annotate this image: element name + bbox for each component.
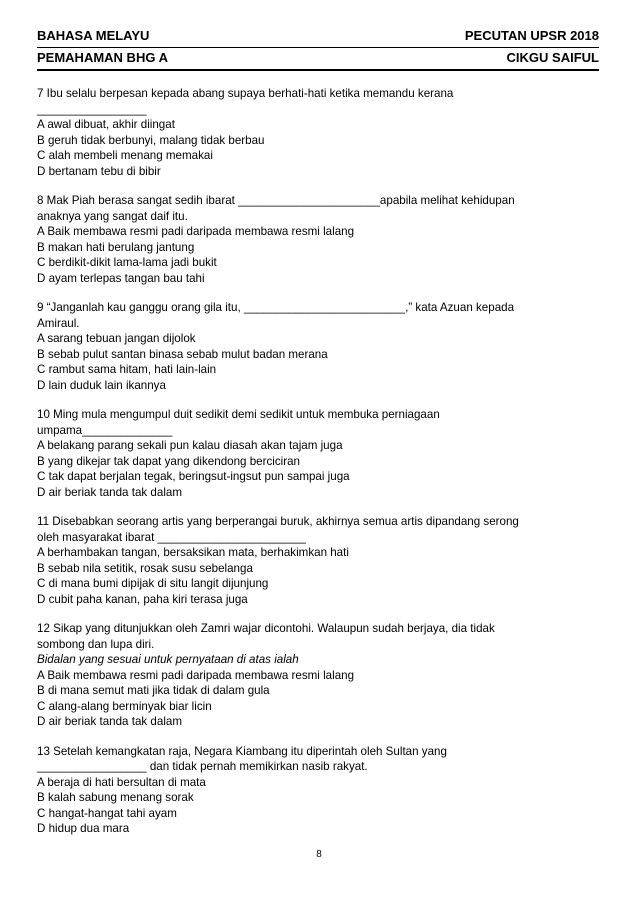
answer-option: C hangat-hangat tahi ayam xyxy=(37,806,177,820)
question-block xyxy=(37,193,602,286)
author-name: CIKGU SAIFUL xyxy=(506,50,599,65)
answer-option: B yang dikejar tak dapat yang dikendong berciciran xyxy=(37,454,300,468)
answer-option: A sarang tebuan jangan dijolok xyxy=(37,332,196,345)
question-text: _________________ dan tidak pernah memikirkan nasib rakyat. xyxy=(37,760,368,773)
answer-option: B kalah sabung menang sorak xyxy=(37,791,194,804)
answer-option: B geruh tidak berbunyi, malang tidak berbau xyxy=(37,133,265,147)
question-text: umpama______________ xyxy=(37,423,173,437)
question-list xyxy=(37,86,602,851)
answer-option: D lain duduk lain ikannya xyxy=(37,378,166,392)
section-title: PEMAHAMAN BHG A xyxy=(37,50,168,65)
question-block xyxy=(37,86,602,179)
question-text: 10 Ming mula mengumpul duit sedikit demi sedikit untuk membuka perniagaan xyxy=(37,408,440,421)
question-block xyxy=(37,514,602,607)
answer-option: D ayam terlepas tangan bau tahi xyxy=(37,271,205,285)
answer-option: A beraja di hati bersultan di mata xyxy=(37,775,206,789)
question-text: oleh masyarakat ibarat _______________________ xyxy=(37,530,306,544)
answer-option: A belakang parang sekali pun kalau diasah akan tajam juga xyxy=(37,439,343,452)
question-block xyxy=(37,300,602,393)
question-text: 7 Ibu selalu berpesan kepada abang supaya berhati-hati ketika memandu kerana xyxy=(37,87,454,100)
question-instruction: Bidalan yang sesuai untuk pernyataan di atas ialah xyxy=(37,653,299,666)
answer-option: C berdikit-dikit lama-lama jadi bukit xyxy=(37,256,217,269)
question-text: anaknya yang sangat daif itu. xyxy=(37,209,188,223)
question-block xyxy=(37,621,602,730)
answer-option: D hidup dua mara xyxy=(37,822,130,835)
question-text: Amiraul. xyxy=(37,316,80,330)
header-row-top xyxy=(37,28,599,48)
question-text: _________________ xyxy=(37,102,147,116)
question-text: 9 “Janganlah kau ganggu orang gila itu, _________________________,” kata Azuan kepada xyxy=(37,301,515,314)
question-block xyxy=(37,744,602,837)
question-text: 12 Sikap yang ditunjukkan oleh Zamri wajar dicontohi. Walaupun sudah berjaya, dia tidak xyxy=(37,622,495,635)
answer-option: A berhambakan tangan, bersaksikan mata, berhakimkan hati xyxy=(37,546,349,559)
question-text: 13 Setelah kemangkatan raja, Negara Kiambang itu diperintah oleh Sultan yang xyxy=(37,744,447,758)
answer-option: D air beriak tanda tak dalam xyxy=(37,485,182,499)
question-text: 8 Mak Piah berasa sangat sedih ibarat ______________________apabila melihat kehidupan xyxy=(37,194,515,207)
answer-option: B makan hati berulang jantung xyxy=(37,240,195,254)
question-text: sombong dan lupa diri. xyxy=(37,637,155,651)
answer-option: C rambut sama hitam, hati lain-lain xyxy=(37,363,217,376)
answer-option: D cubit paha kanan, paha kiri terasa juga xyxy=(37,592,248,606)
answer-option: C tak dapat berjalan tegak, beringsut-ingsut pun sampai juga xyxy=(37,470,350,483)
answer-option: C alang-alang berminyak biar licin xyxy=(37,699,212,713)
header-row-bottom xyxy=(37,50,599,71)
answer-option: C alah membeli menang memakai xyxy=(37,149,213,162)
answer-option: C di mana bumi dipijak di situ langit dijunjung xyxy=(37,577,269,590)
answer-option: D bertanam tebu di bibir xyxy=(37,164,161,178)
question-text: 11 Disebabkan seorang artis yang berperangai buruk, akhirnya semua artis dipandang serong xyxy=(37,515,519,528)
page-number: 8 xyxy=(316,849,322,860)
answer-option: B sebab pulut santan binasa sebab mulut badan merana xyxy=(37,347,328,361)
series-title: PECUTAN UPSR 2018 xyxy=(464,28,599,43)
answer-option: A Baik membawa resmi padi daripada membawa resmi lalang xyxy=(37,668,355,682)
answer-option: B di mana semut mati jika tidak di dalam gula xyxy=(37,684,270,697)
question-block xyxy=(37,407,602,500)
answer-option: B sebab nila setitik, rosak susu sebelanga xyxy=(37,561,253,575)
subject-title: BAHASA MELAYU xyxy=(37,28,150,43)
answer-option: A awal dibuat, akhir diingat xyxy=(37,118,175,131)
answer-option: A Baik membawa resmi padi daripada membawa resmi lalang xyxy=(37,225,355,238)
answer-option: D air beriak tanda tak dalam xyxy=(37,715,182,728)
